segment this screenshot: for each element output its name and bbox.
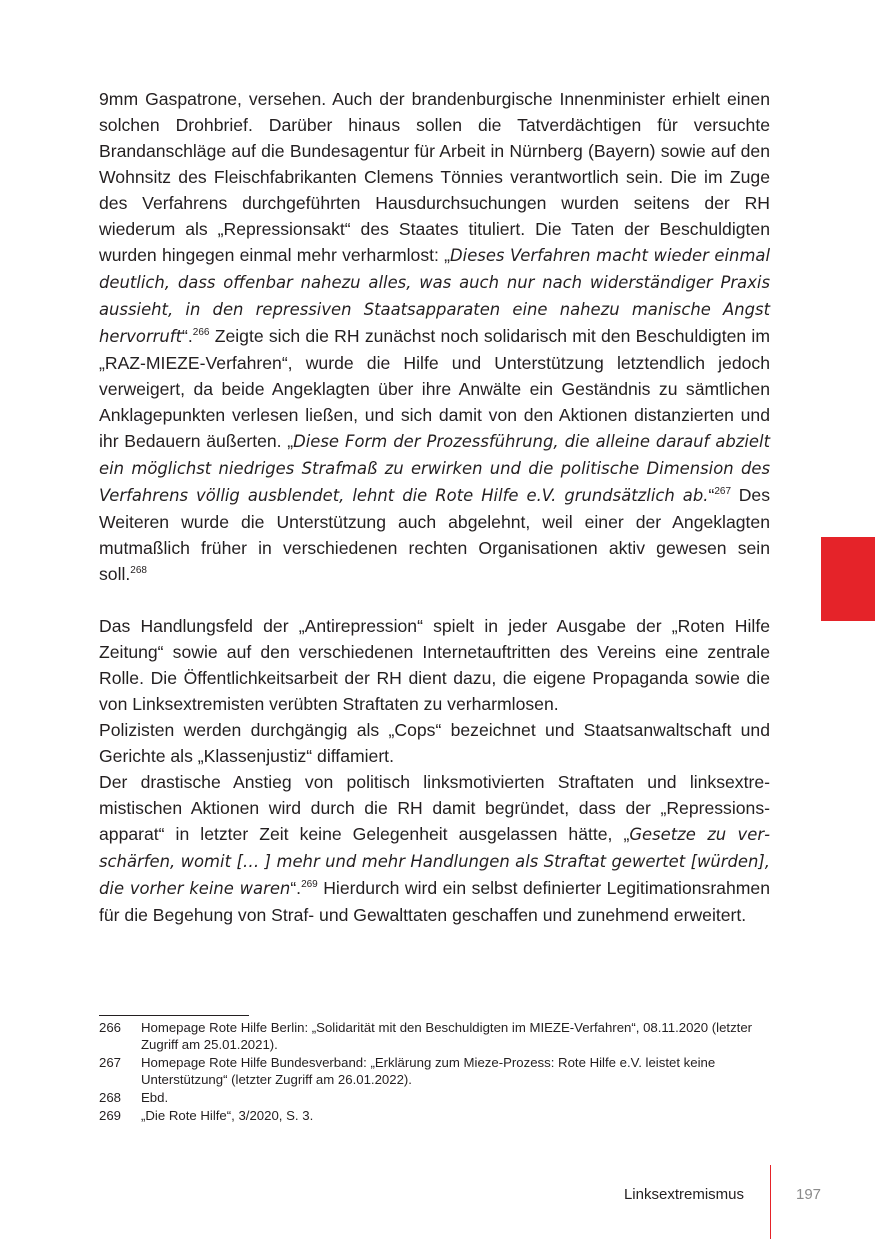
footnote-ref[interactable]: 267 [714, 486, 732, 498]
footnote-ref[interactable]: 266 [192, 327, 210, 339]
footnote-number: 269 [99, 1108, 122, 1123]
footnote-text: Ebd. [141, 1090, 169, 1105]
footnote [99, 1107, 789, 1124]
footnote-ref[interactable]: 269 [301, 879, 318, 891]
footnote [99, 1019, 789, 1053]
paragraph: Polizisten werden durchgängig als „Cops“ bezeichnet und Staatsanwaltschaft und Gerichte als „Klassenjustiz“ diffamiert. [99, 720, 770, 766]
quote: Gesetze zu verschärfen, womit [… ] mehr und mehr Handlungen als Straftat gewertet [würden], die vorher keine waren [99, 825, 770, 898]
footnote-number: 267 [99, 1055, 122, 1070]
footnote-ref[interactable]: 268 [130, 565, 147, 577]
paragraph: Der drastische Anstieg von politisch linksmotivierten Straftaten und linksextremistischen Aktionen wird durch die RH damit begründet, dass der „Repressionsapparat“ in letzter Zeit keine Gelegenheit ausgelassen hätte, „Gesetze zu verschärfen, womit [… ] mehr und mehr Handlungen als Straftat gewertet [würden], die vorher keine waren“.$^{269}$ Hierdurch wird ein selbst definierter Legitimationsrahmen für die Begehung von Straf- und Gewalttaten geschaffen und zunehmend erweitert. [99, 772, 770, 925]
quote: Dieses Verfahren macht wieder einmal deutlich, dass offenbar nahezu alles, was auch nur nach widerständiger Praxis aussieht, in den repressiven Staatsapparaten eine nahezu manische Angst hervorruft [99, 246, 771, 346]
paragraph: Das Handlungsfeld der „Antirepression“ spielt in jeder Ausgabe der „Roten Hilfe Zeitung“ sowie auf den verschiedenen Internetauftritten des Vereins eine zentrale Rolle. Die Öffentlichkeitsarbeit der RH dient dazu, die eigene Propaganda sowie die von Linksextremisten verübten Straftaten zu verharmlosen. [99, 616, 770, 714]
footnote-number: 266 [99, 1020, 122, 1035]
footnote-text: „Die Rote Hilfe“, 3/2020, S. 3. [141, 1108, 314, 1123]
footer-divider [770, 1165, 771, 1239]
footnote-divider [99, 1015, 249, 1016]
running-footer: Linksextremismus [623, 1186, 744, 1203]
paragraph: 9mm Gaspatrone, versehen. Auch der brandenburgische Innenminister erhielt einen solchen Drohbrief. Darüber hinaus sollen die Tatverdächtigen für versuchte Brandanschläge auf die Bundesagentur für Arbeit in Nürnberg (Bayern) sowie auf den Wohnsitz des Fleischfabrikanten Clemens Tönnies verantwortlich sein. Die im Zuge des Verfahrens durchgeführten Hausdurchsuchungen wurden seitens der RH wiederum als „Repressionsakt“ des Staates tituliert. Die Taten der Beschuldigten wurden hingegen einmal mehr verharmlost: „Dieses Verfahren macht wieder einmal deutlich, dass offenbar nahezu alles, was auch nur nach widerständiger Praxis aussieht, in den repressiven Staatsapparaten eine nahezu manische Angst hervorruft“.$^{266}$ Zeigte sich die RH zunächst noch solidarisch mit den Beschuldigten im „RAZ-MIEZE-Verfahren“, wurde die Hilfe und Unterstützung letztendlich jedoch verweigert, da beide Angeklagten über ihre Anwälte ein Geständnis zu sämtlichen Anklagepunkten verlesen ließen, und sich damit von den Aktionen distanzierten und ihr Bedauern äußerten. „Diese Form der Prozessführung, die alleine darauf abzielt ein möglichst niedriges Strafmaß zu erwirken und die politische Dimension des Verfahrens völlig ausblendet, lehnt die Rote Hilfe e.V. grundsätzlich ab.“$^{267}$ Des Weiteren wurde die Unterstützung auch abgelehnt, weil einer der Angeklagten mutmaßlich früher in verschiedenen rechten Organisationen aktiv gewesen sein soll.$^{268}$ [99, 89, 771, 584]
footnote-number: 268 [99, 1090, 122, 1105]
quote: Diese Form der Prozessführung, die alleine darauf abzielt ein möglichst niedriges Strafmaß zu erwirken und die politische Dimension des Verfahrens völlig ausblendet, lehnt die Rote Hilfe e.V. grundsätzlich ab. [99, 432, 771, 505]
page-number: 197 [796, 1186, 822, 1203]
footnote-text: Homepage Rote Hilfe Bundesverband: „Erklärung zum Mieze-Prozess: Rote Hilfe e.V. leistet keine Unterstützung“ (letzter Zugriff am 26.01.2022). [141, 1055, 716, 1087]
main-text [99, 86, 770, 928]
chapter-tab [821, 537, 875, 621]
footnote-text: Homepage Rote Hilfe Berlin: „Solidarität mit den Beschuldigten im MIEZE-Verfahren“, 08.11.2020 (letzter Zugriff am 25.01.2021). [141, 1020, 753, 1052]
footnote [99, 1089, 789, 1106]
footnotes [99, 1019, 789, 1125]
footnote [99, 1054, 789, 1088]
